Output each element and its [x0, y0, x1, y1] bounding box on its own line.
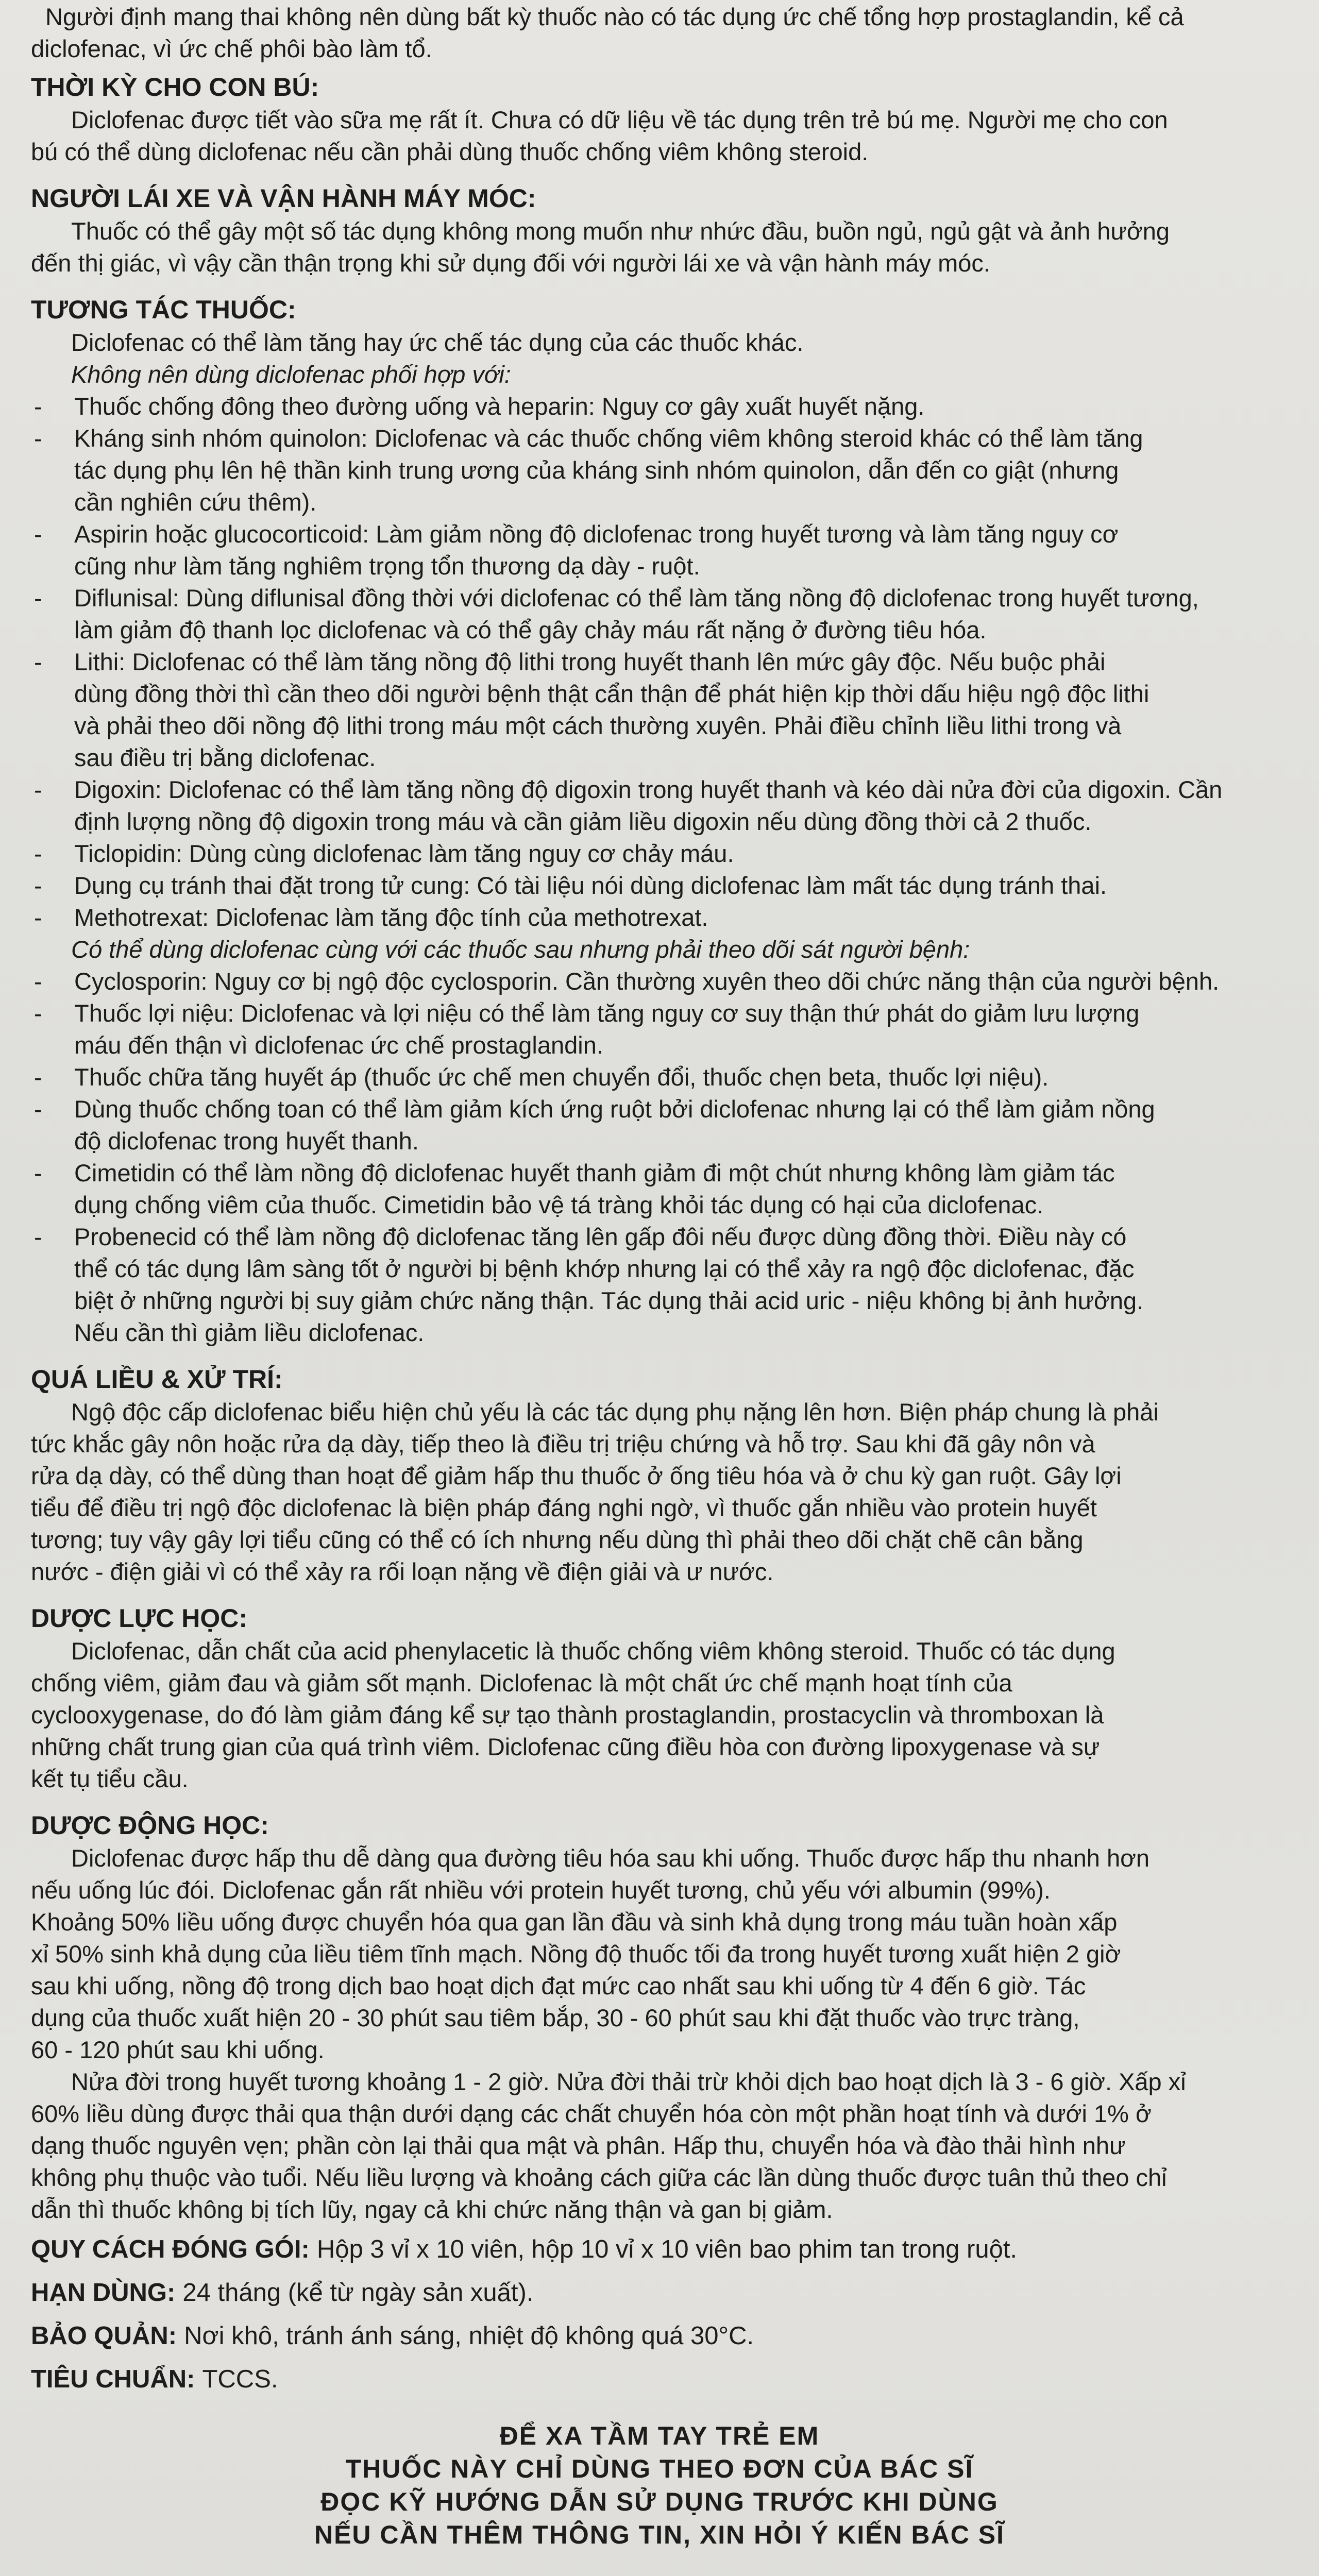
packaging-value: Hộp 3 vỉ x 10 viên, hộp 10 vỉ x 10 viên bao phim tan trong ruột. — [316, 2235, 1018, 2263]
section-heading: NGƯỜI LÁI XE VÀ VẬN HÀNH MÁY MÓC: — [31, 184, 536, 213]
warning-line: ĐỂ XA TẦM TAY TRẺ EM — [499, 2421, 820, 2450]
shelf-life-row — [31, 2273, 1288, 2312]
section-pharmacokinetics — [31, 1808, 1288, 2226]
section-interactions — [31, 293, 1288, 1349]
interaction-item — [31, 870, 1288, 902]
body-line: dạng thuốc nguyên vẹn; phần còn lại thải qua mật và phân. Hấp thu, chuyển hóa và đào thải hình như — [31, 2132, 1126, 2159]
subheading: Không nên dùng diclofenac phối hợp với: — [71, 361, 511, 388]
warning-line: NẾU CẦN THÊM THÔNG TIN, XIN HỎI Ý KIẾN BÁC SĨ — [314, 2520, 1005, 2549]
standard-label: TIÊU CHUẨN: — [31, 2365, 195, 2393]
body-line: sau khi uống, nồng độ trong dịch bao hoạt dịch đạt mức cao nhất sau khi uống từ 4 đến 6 giờ. Tác — [31, 1972, 1086, 1999]
bullet-dash-icon: - — [34, 1159, 42, 1187]
intro-line: Người định mang thai không nên dùng bất kỳ thuốc nào có tác dụng ức chế tổng hợp prostaglandin, kể cả — [45, 3, 1184, 30]
bullet-dash-icon: - — [34, 776, 42, 803]
interaction-item-text — [74, 391, 1288, 422]
body-line: cyclooxygenase, do đó làm giảm đáng kể sự tạo thành prostaglandin, prostacyclin và thromboxan là — [31, 1701, 1104, 1728]
shelf-life-value: 24 tháng (kể từ ngày sản xuất). — [182, 2279, 534, 2307]
item-line: làm giảm độ thanh lọc diclofenac và có thể gây chảy máu rất nặng ở đường tiêu hóa. — [74, 616, 987, 643]
bullet-dash-icon: - — [34, 648, 42, 675]
body-line: chống viêm, giảm đau và giảm sốt mạnh. Diclofenac là một chất ức chế mạnh hoạt tính của — [31, 1669, 1012, 1697]
intro-line: diclofenac, vì ức chế phôi bào làm tổ. — [31, 35, 432, 62]
interaction-item — [31, 391, 1288, 422]
item-line: Nếu cần thì giảm liều diclofenac. — [74, 1319, 425, 1346]
interaction-item-text — [74, 774, 1288, 838]
item-line: biệt ở những người bị suy giảm chức năng thận. Tác dụng thải acid uric - niệu không bị ảnh hưởng. — [74, 1287, 1144, 1314]
warning-line: ĐỌC KỸ HƯỚNG DẪN SỬ DỤNG TRƯỚC KHI DÙNG — [320, 2487, 999, 2516]
bullet-dash-icon: - — [34, 872, 42, 899]
section-heading: QUÁ LIỀU & XỬ TRÍ: — [31, 1365, 283, 1394]
interaction-item-text — [74, 965, 1288, 997]
body-line: 60 - 120 phút sau khi uống. — [31, 2036, 325, 2063]
body-line: Thuốc có thể gây một số tác dụng không mong muốn như nhức đầu, buồn ngủ, ngủ gật và ảnh hưởng — [71, 217, 1170, 245]
storage-value: Nơi khô, tránh ánh sáng, nhiệt độ không quá 30°C. — [184, 2322, 754, 2350]
interaction-item-text — [74, 518, 1288, 582]
warning-line: THUỐC NÀY CHỈ DÙNG THEO ĐƠN CỦA BÁC SĨ — [345, 2454, 974, 2483]
item-line: sau điều trị bằng diclofenac. — [74, 744, 376, 771]
interaction-item — [31, 422, 1288, 518]
body-line: rửa dạ dày, có thể dùng than hoạt để giảm hấp thu thuốc ở ống tiêu hóa và ở chu kỳ gan ruột. Gây lợi — [31, 1462, 1122, 1489]
item-line: Thuốc chữa tăng huyết áp (thuốc ức chế men chuyển đổi, thuốc chẹn beta, thuốc lợi niệu). — [74, 1063, 1049, 1091]
item-line: Cyclosporin: Nguy cơ bị ngộ độc cyclosporin. Cần thường xuyên theo dõi chức năng thận của người bệnh. — [74, 968, 1220, 995]
body-line: những chất trung gian của quá trình viêm. Diclofenac cũng điều hòa con đường lipoxygenase và sự — [31, 1733, 1100, 1760]
interaction-item-text — [74, 1157, 1288, 1221]
section-pharmacodynamics — [31, 1601, 1288, 1795]
interaction-list-avoid — [31, 391, 1288, 934]
interaction-item-text — [74, 1221, 1288, 1349]
subheading: Có thể dùng diclofenac cùng với các thuốc sau nhưng phải theo dõi sát người bệnh: — [71, 936, 970, 963]
item-line: cũng như làm tăng nghiêm trọng tổn thương dạ dày - ruột. — [74, 552, 700, 580]
item-line: định lượng nồng độ digoxin trong máu và cần giảm liều digoxin nếu dùng đồng thời cả 2 thuốc. — [74, 808, 1092, 835]
packaging-row — [31, 2230, 1288, 2269]
body-line: nước - điện giải vì có thể xảy ra rối loạn nặng về điện giải và ư nước. — [31, 1558, 774, 1585]
interaction-item — [31, 838, 1288, 870]
body-line: kết tụ tiểu cầu. — [31, 1765, 189, 1792]
body-line: Diclofenac được tiết vào sữa mẹ rất ít. Chưa có dữ liệu về tác dụng trên trẻ bú mẹ. Người mẹ cho con — [71, 106, 1168, 133]
interaction-item — [31, 1221, 1288, 1349]
leaflet-content — [31, 0, 1288, 2551]
body-line: Nửa đời trong huyết tương khoảng 1 - 2 giờ. Nửa đời thải trừ khỏi dịch bao hoạt dịch là 3 - 6 giờ. Xấp xỉ — [71, 2068, 1186, 2095]
bullet-dash-icon: - — [34, 1063, 42, 1091]
section-heading: THỜI KỲ CHO CON BÚ: — [31, 73, 319, 101]
interaction-item — [31, 1061, 1288, 1093]
item-line: Probenecid có thể làm nồng độ diclofenac tăng lên gấp đôi nếu được dùng đồng thời. Điều này có — [74, 1223, 1127, 1250]
pharmacodynamics-text — [31, 1635, 1288, 1795]
bullet-dash-icon: - — [34, 393, 42, 420]
body-line: đến thị giác, vì vậy cần thận trọng khi sử dụng đối với người lái xe và vận hành máy móc. — [31, 249, 990, 277]
item-line: Thuốc chống đông theo đường uống và heparin: Nguy cơ gây xuất huyết nặng. — [74, 393, 925, 420]
item-line: Thuốc lợi niệu: Diclofenac và lợi niệu có thể làm tăng nguy cơ suy thận thứ phát do giảm lưu lượng — [74, 999, 1140, 1027]
item-line: Diflunisal: Dùng diflunisal đồng thời với diclofenac có thể làm tăng nồng độ diclofenac trong huyết tương, — [74, 584, 1199, 612]
interaction-item — [31, 582, 1288, 646]
item-line: và phải theo dõi nồng độ lithi trong máu một cách thường xuyên. Phải điều chỉnh liều lithi trong và — [74, 712, 1122, 739]
section-overdose — [31, 1362, 1288, 1588]
item-line: tác dụng phụ lên hệ thần kinh trung ương của kháng sinh nhóm quinolon, dẫn đến co giật (nhưng — [74, 456, 1119, 484]
bullet-dash-icon: - — [34, 1223, 42, 1250]
item-line: Digoxin: Diclofenac có thể làm tăng nồng độ digoxin trong huyết thanh và kéo dài nửa đời của digoxin. Cần — [74, 776, 1223, 803]
interaction-item-text — [74, 902, 1288, 934]
item-line: Cimetidin có thể làm nồng độ diclofenac huyết thanh giảm đi một chút nhưng không làm giảm tác — [74, 1159, 1115, 1187]
packaging-label: QUY CÁCH ĐÓNG GÓI: — [31, 2235, 310, 2263]
item-line: dùng đồng thời thì cần theo dõi người bệnh thật cẩn thận để phát hiện kịp thời dấu hiệu ngộ độc lithi — [74, 680, 1149, 707]
section-breastfeeding — [31, 70, 1288, 168]
bullet-dash-icon: - — [34, 425, 42, 452]
interaction-item-text — [74, 646, 1288, 774]
item-line: Ticlopidin: Dùng cùng diclofenac làm tăng nguy cơ chảy máu. — [74, 840, 734, 867]
item-line: Kháng sinh nhóm quinolon: Diclofenac và các thuốc chống viêm không steroid khác có thể làm tăng — [74, 425, 1143, 452]
pharmacokinetics-para-2 — [31, 2066, 1288, 2226]
pharmacokinetics-para-1 — [31, 1842, 1288, 2066]
interaction-item-text — [74, 1061, 1288, 1093]
item-line: dụng chống viêm của thuốc. Cimetidin bảo vệ tá tràng khỏi tác dụng có hại của diclofenac. — [74, 1191, 1044, 1218]
item-line: máu đến thận vì diclofenac ức chế prostaglandin. — [74, 1031, 603, 1059]
item-line: Lithi: Diclofenac có thể làm tăng nồng độ lithi trong huyết thanh lên mức gây độc. Nếu buộc phải — [74, 648, 1106, 675]
interaction-list-monitor — [31, 965, 1288, 1349]
item-line: Methotrexat: Diclofenac làm tăng độc tính của methotrexat. — [74, 904, 708, 931]
warning-block — [31, 2419, 1288, 2551]
standard-value: TCCS. — [202, 2365, 278, 2393]
interaction-item — [31, 1093, 1288, 1157]
bullet-dash-icon: - — [34, 1095, 42, 1123]
body-line: nếu uống lúc đói. Diclofenac gắn rất nhiều với protein huyết tương, chủ yếu với albumin (99%). — [31, 1876, 1051, 1904]
body-line: Diclofenac được hấp thu dễ dàng qua đường tiêu hóa sau khi uống. Thuốc được hấp thu nhanh hơn — [71, 1844, 1150, 1872]
body-line: không phụ thuộc vào tuổi. Nếu liều lượng và khoảng cách giữa các lần dùng thuốc được tuân thủ theo chỉ — [31, 2164, 1167, 2191]
bullet-dash-icon: - — [34, 584, 42, 612]
body-line: tiểu để điều trị ngộ độc diclofenac là biện pháp đáng nghi ngờ, vì thuốc gắn nhiều vào protein huyết — [31, 1494, 1097, 1521]
interaction-item — [31, 774, 1288, 838]
interaction-item-text — [74, 997, 1288, 1061]
bullet-dash-icon: - — [34, 840, 42, 867]
overdose-text — [31, 1396, 1288, 1588]
body-line: Diclofenac, dẫn chất của acid phenylacetic là thuốc chống viêm không steroid. Thuốc có tác dụng — [71, 1637, 1115, 1665]
shelf-life-label: HẠN DÙNG: — [31, 2279, 176, 2307]
product-info — [31, 2230, 1288, 2399]
item-line: độ diclofenac trong huyết thanh. — [74, 1127, 419, 1155]
standard-row — [31, 2360, 1288, 2399]
item-line: Dùng thuốc chống toan có thể làm giảm kích ứng ruột bởi diclofenac nhưng lại có thể làm giảm nồng — [74, 1095, 1155, 1123]
interaction-item — [31, 902, 1288, 934]
body-line: Diclofenac có thể làm tăng hay ức chế tác dụng của các thuốc khác. — [71, 329, 804, 356]
item-line: Aspirin hoặc glucocorticoid: Làm giảm nồng độ diclofenac trong huyết tương và làm tăng nguy cơ — [74, 520, 1119, 548]
item-line: Dụng cụ tránh thai đặt trong tử cung: Có tài liệu nói dùng diclofenac làm mất tác dụng tránh thai. — [74, 872, 1107, 899]
section-heading: DƯỢC LỰC HỌC: — [31, 1604, 248, 1633]
section-heading: TƯƠNG TÁC THUỐC: — [31, 295, 296, 324]
interaction-item-text — [74, 838, 1288, 870]
storage-label: BẢO QUẢN: — [31, 2322, 177, 2350]
bullet-dash-icon: - — [34, 999, 42, 1027]
section-heading: DƯỢC ĐỘNG HỌC: — [31, 1811, 269, 1840]
interaction-item — [31, 1157, 1288, 1221]
interaction-item-text — [74, 422, 1288, 518]
interaction-item — [31, 965, 1288, 997]
section-driving — [31, 181, 1288, 279]
storage-row — [31, 2316, 1288, 2355]
interaction-item — [31, 646, 1288, 774]
body-line: Ngộ độc cấp diclofenac biểu hiện chủ yếu là các tác dụng phụ nặng lên hơn. Biện pháp chung là phải — [71, 1398, 1159, 1426]
bullet-dash-icon: - — [34, 904, 42, 931]
bullet-dash-icon: - — [34, 520, 42, 548]
interaction-item — [31, 518, 1288, 582]
item-line: cần nghiên cứu thêm). — [74, 488, 317, 516]
body-line: 60% liều dùng được thải qua thận dưới dạng các chất chuyển hóa còn một phần hoạt tính và dưới 1% ở — [31, 2100, 1152, 2127]
interaction-item-text — [74, 870, 1288, 902]
body-line: tức khắc gây nôn hoặc rửa dạ dày, tiếp theo là điều trị triệu chứng và hỗ trợ. Sau khi đã gây nôn và — [31, 1430, 1095, 1458]
body-line: bú có thể dùng diclofenac nếu cần phải dùng thuốc chống viêm không steroid. — [31, 138, 869, 165]
body-line: dẫn thì thuốc không bị tích lũy, ngay cả khi chức năng thận và gan bị giảm. — [31, 2196, 833, 2223]
body-line: dụng của thuốc xuất hiện 20 - 30 phút sau tiêm bắp, 30 - 60 phút sau khi đặt thuốc vào trực tràng, — [31, 2004, 1080, 2031]
intro-text — [31, 1, 1288, 65]
body-line: tương; tuy vậy gây lợi tiểu cũng có thể có ích nhưng nếu dùng thì phải theo dõi chặt chẽ cân bằng — [31, 1526, 1084, 1553]
body-line: xỉ 50% sinh khả dụng của liều tiêm tĩnh mạch. Nồng độ thuốc tối đa trong huyết tương xuất hiện 2 giờ — [31, 1940, 1121, 1968]
interaction-item-text — [74, 1093, 1288, 1157]
item-line: thể có tác dụng lâm sàng tốt ở người bị bệnh khớp nhưng lại có thể xảy ra ngộ độc diclofenac, đặc — [74, 1255, 1135, 1282]
interaction-item — [31, 997, 1288, 1061]
body-line: Khoảng 50% liều uống được chuyển hóa qua gan lần đầu và sinh khả dụng trong máu tuần hoàn xấp — [31, 1908, 1118, 1936]
interaction-item-text — [74, 582, 1288, 646]
bullet-dash-icon: - — [34, 968, 42, 995]
